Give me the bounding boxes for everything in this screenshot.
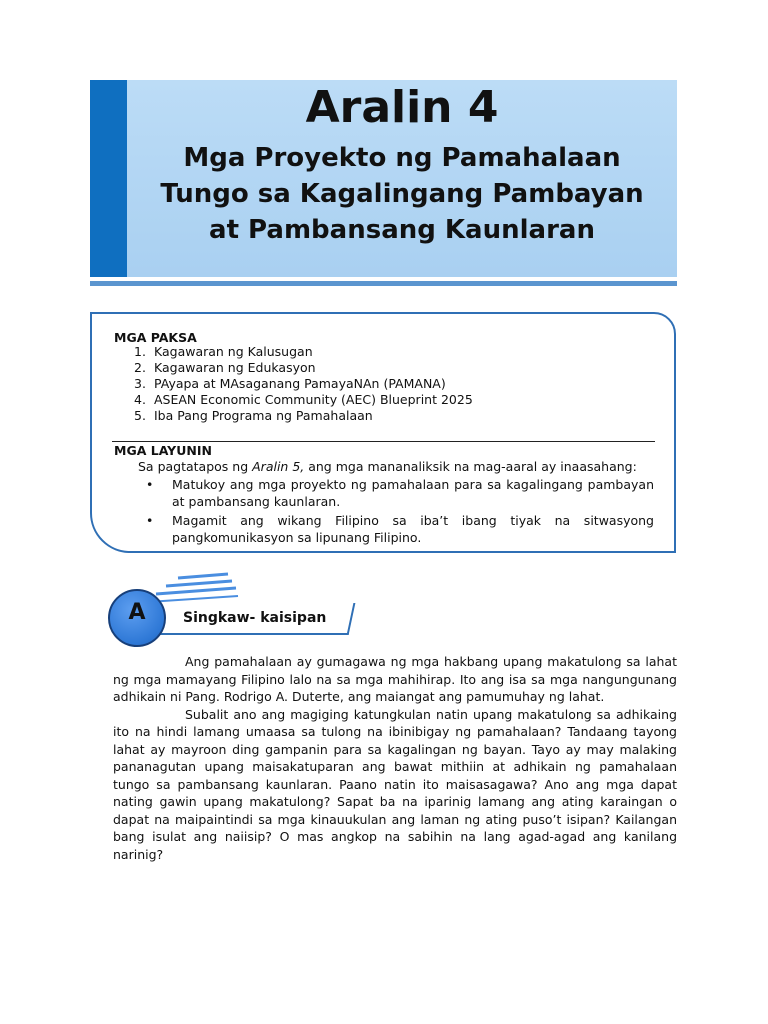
topic-text: ASEAN Economic Community (AEC) Blueprint 2025 [154, 392, 473, 407]
objective-item [144, 512, 654, 546]
body-text [113, 653, 677, 863]
topic-number: 1. [134, 344, 146, 359]
topic-item [134, 376, 473, 392]
topics-list [114, 344, 473, 424]
subtitle-line: Mga Proyekto ng Pamahalaan [183, 143, 621, 173]
topic-item [134, 344, 473, 360]
topic-number: 4. [134, 392, 146, 407]
objective-item [144, 476, 654, 510]
section-label: Singkaw- kaisipan [183, 610, 327, 626]
lesson-banner [90, 80, 677, 277]
topic-item [134, 392, 473, 408]
intro-lesson-ref: Aralin 5, [252, 459, 305, 474]
section-letter-badge [108, 589, 166, 647]
lesson-subtitle [127, 140, 677, 248]
objectives-heading: MGA LAYUNIN [114, 443, 212, 458]
topic-text: Kagawaran ng Edukasyon [154, 360, 316, 375]
section-letter: A [128, 600, 146, 625]
topic-number: 3. [134, 376, 146, 391]
objectives-intro [138, 459, 637, 474]
lesson-title: Aralin 4 [305, 82, 499, 133]
bullet-icon: • [146, 513, 154, 528]
topic-item [134, 408, 473, 424]
subtitle-line: at Pambansang Kaunlaran [209, 215, 595, 245]
banner-divider [90, 281, 677, 286]
topic-number: 5. [134, 408, 146, 423]
objective-text: Magamit ang wikang Filipino sa iba’t ibang tiyak na sitwasyong pangkomunikasyon sa lipunang Filipino. [172, 513, 654, 545]
topic-text: Iba Pang Programa ng Pamahalaan [154, 408, 373, 423]
objective-text: Matukoy ang mga proyekto ng pamahalaan para sa kagalingang pambayan at pambansang kaunlaran. [172, 477, 654, 509]
topics-objectives-box [90, 312, 676, 553]
subtitle-line: Tungo sa Kagalingang Pambayan [160, 179, 644, 209]
body-paragraph: Subalit ano ang magiging katungkulan natin upang makatulong sa adhikaing ito na hindi lamang umaasa sa tulong na ibinibigay ng pamahalaan? Tandaang tayong lahat ay mayroon ding gampanin para sa kagalingan ng bayan. Tayo ay may malaking pananagutan upang maisakatuparan ang bawat mithiin at adhikain ng pamahalaan tungo sa pambansang kaunlaran. Paano natin ito maisasagawa? Ano ang mga dapat nating gawin upang makatulong? Sapat ba na iparinig lamang ang ating karaingan o dapat na maipaintindi sa mga kinauukulan ang laman ng ating puso’t isipan? Kailangan bang isulat ang naiisip? O mas angkop na sabihin na lang agad-agad ang kanilang narinig? [113, 706, 677, 862]
objectives-list [144, 476, 654, 548]
banner-accent-bar [90, 80, 127, 277]
topic-text: Kagawaran ng Kalusugan [154, 344, 313, 359]
topic-item [134, 360, 473, 376]
topics-heading: MGA PAKSA [114, 330, 197, 345]
bullet-icon: • [146, 477, 154, 492]
topic-text: PAyapa at MAsaganang PamayaNAn (PAMANA) [154, 376, 446, 391]
section-divider [112, 441, 655, 442]
section-a-header [100, 572, 360, 642]
intro-text: ang mga mananaliksik na mag-aaral ay inaasahang: [304, 459, 637, 474]
topic-number: 2. [134, 360, 146, 375]
body-paragraph: Ang pamahalaan ay gumagawa ng mga hakbang upang makatulong sa lahat ng mga mamayang Filipino lalo na sa mga mahihirap. Ito ang isa sa mga nangungunang adhikain ni Pang. Rodrigo A. Duterte, ang maiangat ang pamumuhay ng lahat. [113, 654, 677, 704]
intro-text: Sa pagtatapos ng [138, 459, 253, 474]
